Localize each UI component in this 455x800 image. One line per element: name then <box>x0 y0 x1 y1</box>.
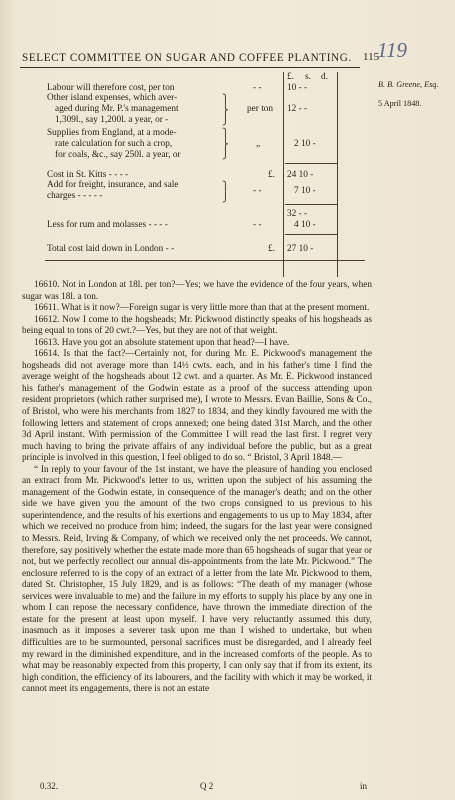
table-row-unit: per ton <box>247 104 274 114</box>
table-column-rule <box>337 72 338 277</box>
testimony-paragraph: 16614. Is that the fact?—Certainly not, for during Mr. E. Pickwood's management the hogsheads did not average more than 14½ cwts. each, and in his father's time I find the average weight of the hogsheads about 12 cwt. and a quarter. As Mr. E. Pickwood instanced his father's management of the Godwin estate as a proof of the success attending upon resident proprietors (which rather surprised me), I wrote to Messrs. Evan Baillie, Sons & Co., of Bristol, who were his merchants from 1827 to 1834, and they kindly favoured me with the following letters and statement of crops annexed; one being dated 31st March, and the other 3d April instant. With permission of the Committee I will read the last first. I regret very much having to bring the private affairs of any individual before the public, but as a great principle is involved in this question, I feel obliged to do so. “ Bristol, 3 April 1848.— <box>22 349 372 464</box>
currency-header-pence: d. <box>321 72 328 82</box>
table-row-unit: - - <box>253 220 262 230</box>
table-row-label: Cost in St. Kitts - - - - <box>47 170 129 180</box>
table-row-value: 24 10 - <box>287 170 314 180</box>
table-row-unit: „ <box>256 139 261 149</box>
table-row-label: 1,309l., say 1,200l. a year, or - <box>55 115 169 125</box>
handwritten-folio-number: 119 <box>377 38 407 62</box>
header-rule <box>20 67 360 68</box>
table-row-unit: £. <box>268 244 275 254</box>
table-row-label: Supplies from England, at a mode- <box>47 128 177 138</box>
table-row-unit: £. <box>268 170 275 180</box>
testimony-paragraph: 16611. What is it now?—Foreign sugar is very little more than that at the present moment. <box>34 303 370 314</box>
table-row-value: 4 10 - <box>294 220 316 230</box>
bracket: ⎫ ⎭ <box>222 181 229 202</box>
testimony-paragraph: 16613. Have you got an absolute statement upon that head?—I have. <box>34 337 290 348</box>
footer-catchword: in <box>360 781 368 791</box>
table-row-unit: - - <box>253 186 262 196</box>
subtotal-rule <box>285 234 337 235</box>
cost-table <box>47 72 365 277</box>
testimony-paragraph: 16610. Not in London at 18l. per ton?—Yes; we have the evidence of the four years, when sugar was 18l. a ton. <box>22 280 372 302</box>
table-row-label: Add for freight, insurance, and sale <box>47 180 179 190</box>
testimony-paragraph: “ In reply to your favour of the 1st instant, we have the pleasure of handing you enclosed an extract from Mr. Pickwood's letter to us, written upon the subject of his assuming the management of the Godwin estate, in consequence of the manager's death; and on the other side we have given you the amount of the two crops consigned to us previous to his superintendence, and the results of his exertions and engagements to us up to May 1834, after which we received no produce from him; indeed, the sugars for the last year were consigned to Messrs. Reid, Irving & Company, of which we received only the net proceeds. We cannot, therefore, say positively whether the estate made more than 65 hogsheads of sugar that year or not, but we perfectly recollect our annual dis-appointments from the late Mr. Pickwood.” The enclosure referred to is the copy of an extract of a letter from the late Mr. Pickwood to them, dated St. Christopher, 15 July 1829, and is as follows: “The death of my manager (whose services were invaluable to me) and the failure in my efforts to supply his place by any one in whom I can repose the necessary confidence, have thrown the immediate direction of the estate for the present at least upon myself. I have very reluctantly assumed this duty, inasmuch as it imposes a severer task upon me than I wished to undertake, but when difficulties are to be surmounted, personal sacrifices must be disregarded, and I already feel my reward in the diminished expenditure, and in the increased comforts of the people. As to what may be reasonably expected from this property, I can only say that if from its extent, its high condition, the efficiency of its labourers, and the facility with which it may be worked, it cannot meet its engagements, there is not an estate <box>22 464 372 695</box>
table-row-value: 10 - - <box>287 83 308 93</box>
running-header-title: SELECT COMMITTEE ON SUGAR AND COFFEE PLANTING. <box>22 52 352 64</box>
testimony-body <box>22 280 372 696</box>
currency-header-shillings: s. <box>305 72 311 82</box>
table-row-value: 12 - - <box>287 104 308 114</box>
margin-witness-name: B. B. Greene, Esq. <box>378 80 439 89</box>
table-row-label: Less for rum and molasses - - - - <box>47 220 168 230</box>
footer-left: 0.32. <box>40 781 58 791</box>
margin-date: 5 April 1848. <box>378 99 422 108</box>
table-bottom-rule <box>45 260 365 261</box>
table-row-label: Other island expenses, which aver- <box>47 93 178 103</box>
bracket: ⎫ ⎬ ⎭ <box>222 94 229 126</box>
subtotal-rule <box>285 204 337 205</box>
table-row-label: Labour will therefore cost, per ton <box>47 83 175 93</box>
testimony-paragraph: 16612. Now I come to the hogsheads; Mr. Pickwood distinctly speaks of his hogsheads as being equal to tons of 20 cwt.?—Yes, but they are not of that weight. <box>22 314 372 337</box>
table-row-label: aged during Mr. P.'s management <box>55 104 179 114</box>
table-row-value: 32 - - <box>287 209 308 219</box>
bracket: ⎫ ⎬ ⎭ <box>222 128 229 160</box>
table-row-label: charges - - - - - <box>47 191 103 201</box>
footer-signature: Q 2 <box>200 781 214 791</box>
table-row-label: Total cost laid down in London - - <box>47 244 175 254</box>
currency-header-pounds: £. <box>287 72 294 82</box>
page-number: 115 <box>363 51 380 63</box>
table-row-label: rate calculation for such a crop, <box>55 139 173 149</box>
table-row-value: 2 10 - <box>294 139 316 149</box>
table-row-label: for coals, &c., say 250l. a year, or <box>55 150 181 160</box>
subtotal-rule <box>285 163 337 164</box>
table-column-rule <box>283 72 284 277</box>
table-row-fill: - - <box>253 83 262 93</box>
table-row-value: 27 10 - <box>287 244 314 254</box>
table-row-value: 7 10 - <box>294 186 316 196</box>
